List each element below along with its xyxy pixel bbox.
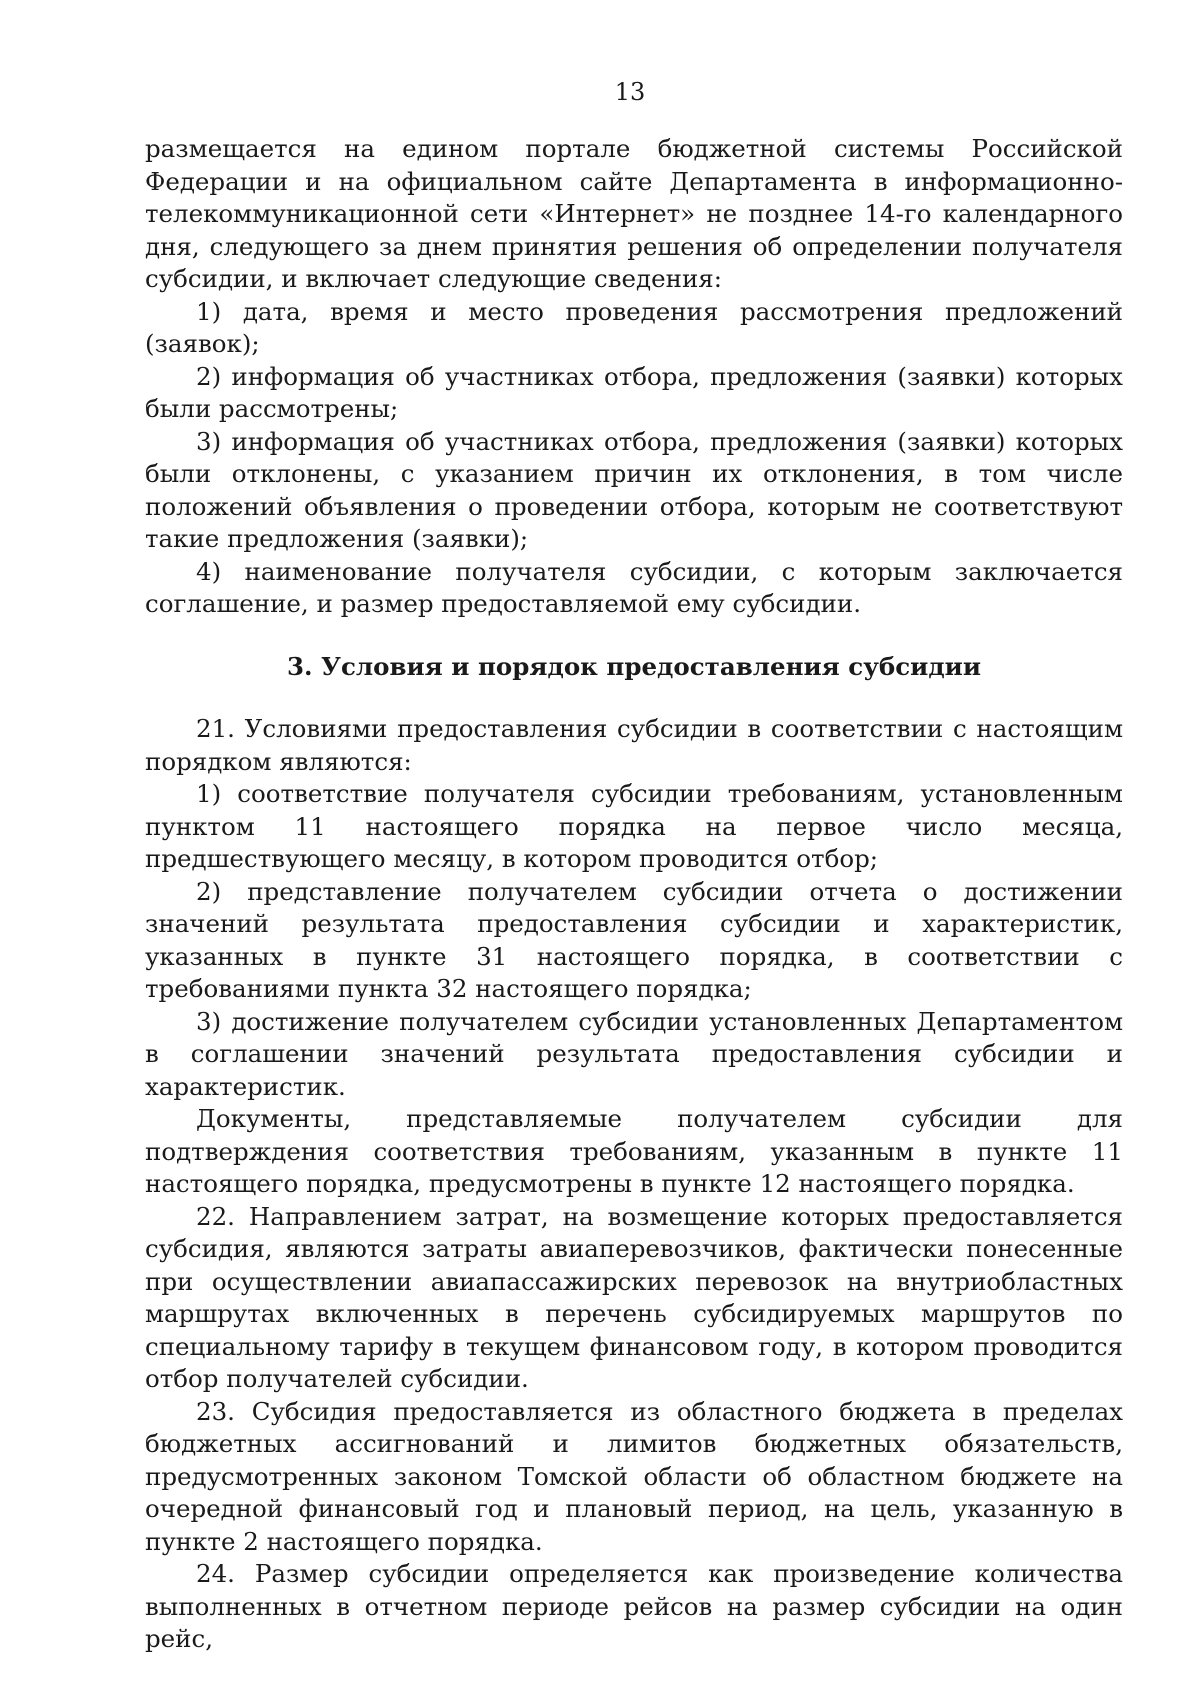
paragraph-group-before-heading [145,133,1123,621]
list-item: 3) достижение получателем субсидии установленных Департаментом в соглашении значений результата предоставления субсидии и характеристик. [145,1006,1123,1101]
spacer [145,683,1123,713]
list-item: 1) соответствие получателя субсидии требованиям, установленным пунктом 11 настоящего порядка на первое число месяца, предшествующего месяцу, в котором проводится отбор; [145,779,1123,873]
page-number: 13 [614,78,646,106]
list-item: 2) представление получателем субсидии отчета о достижении значений результата предоставления субсидии и характеристик, указанных в пункте 31 настоящего порядка, в соответствии с требованиями пункта 32 настоящего порядка; [145,876,1123,1003]
list-item: 3) информация об участниках отбора, предложения (заявки) которых были отклонены, с указанием причин их отклонения, в том числе положений объявления о проведении отбора, которым не соответствуют такие предложения (заявки); [145,426,1123,553]
list-item: 1) дата, время и место проведения рассмотрения предложений (заявок); [145,296,1123,358]
list-item: 2) информация об участниках отбора, предложения (заявки) которых были рассмотрены; [145,361,1123,423]
spacer [145,621,1123,651]
paragraph: 22. Направлением затрат, на возмещение которых предоставляется субсидия, являются затраты авиаперевозчиков, фактически понесенные при осуществлении авиапассажирских перевозок на внутриобластных маршрутах включенных в перечень субсидируемых маршрутов по специальному тарифу в текущем финансовом году, в котором проводится отбор получателей субсидии. [145,1201,1123,1393]
paragraph: 24. Размер субсидии определяется как произведение количества выполненных в отчетном периоде рейсов на размер субсидии на один рейс, [145,1559,1123,1653]
section-heading: 3. Условия и порядок предоставления субсидии [286,651,982,681]
document-body [145,133,1123,1656]
paragraph: 21. Условиями предоставления субсидии в соответствии с настоящим порядком являются: [145,714,1123,776]
paragraph: 23. Субсидия предоставляется из областного бюджета в пределах бюджетных ассигнований и лимитов бюджетных обязательств, предусмотренных законом Томской области об областном бюджете на очередной финансовый год и плановый период, на цель, указанную в пункте 2 настоящего порядка. [145,1396,1123,1556]
paragraph: размещается на едином портале бюджетной системы Российской Федерации и на официальном сайте Департамента в информационно-телекоммуникационной сети «Интернет» не позднее 14-го календарного дня, следующего за днем принятия решения об определении получателя субсидии, и включает следующие сведения: [145,134,1123,293]
list-item: 4) наименование получателя субсидии, с которым заключается соглашение, и размер предоставляемой ему субсидии. [145,556,1123,618]
paragraph: Документы, представляемые получателем субсидии для подтверждения соответствия требованиям, указанным в пункте 11 настоящего порядка, предусмотрены в пункте 12 настоящего порядка. [145,1104,1123,1198]
paragraph-group-after-heading [145,713,1123,1656]
